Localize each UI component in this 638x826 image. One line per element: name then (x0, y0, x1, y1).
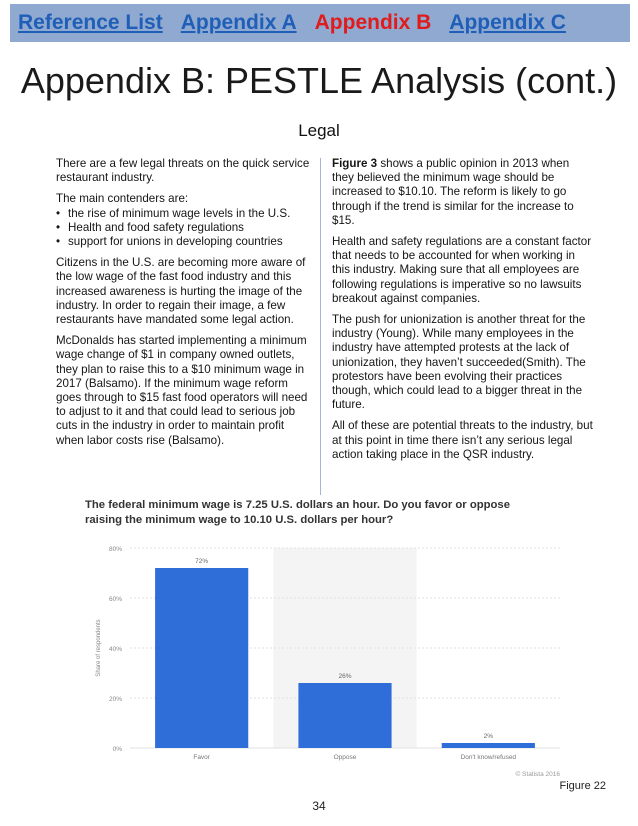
chart-data-label: 26% (338, 673, 352, 680)
chart-y-axis-label: Share of respondents (96, 619, 102, 677)
chart-x-tick-label: Favor (193, 754, 210, 761)
awareness-paragraph: Citizens in the U.S. are becoming more aware of the low wage of the fast food industry and this increased awareness is hurting the image of the industry. In order to regain their image, a few restaurants have mandated some legal action. (56, 256, 306, 327)
figure-reference-paragraph (332, 157, 594, 228)
figure-reference: Figure 3 (332, 157, 378, 170)
section-heading: Legal (298, 121, 340, 140)
minimum-wage-chart (85, 498, 625, 793)
chart-data-label: 72% (195, 558, 209, 565)
chart-title: The federal minimum wage is 7.25 U.S. dollars an hour. Do you favor or oppose raising the minimum wage to 10.10 U.S. dollars per hour? (85, 499, 510, 526)
column-divider (320, 158, 321, 495)
figure-reference-text: shows a public opinion in 2013 when they believed the minimum wage should be increased to $10.10. The reform is likely to go through if the trend is similar for the increase to $15. (332, 157, 574, 227)
nav-link-appendix-a[interactable]: Appendix A (180, 11, 297, 34)
chart-bar (155, 568, 248, 748)
page-title: Appendix B: PESTLE Analysis (cont.) (20, 60, 618, 101)
mcdonalds-paragraph: McDonalds has started implementing a minimum wage change of $1 in company owned outlets, they plan to raise this to a $10 minimum wage in 2017 (Balsamo). If the minimum wage reform goes through to $15 fast food operators will need to adjust to it and that could lead to serious job cuts in the industry in order to maintain profit when labor costs rise (Balsamo). (56, 334, 308, 447)
left-text-column (56, 157, 311, 455)
chart-canvas (85, 498, 625, 793)
appendix-navigation-bar (10, 4, 630, 42)
contenders-heading: The main contenders are: (56, 192, 189, 206)
chart-y-tick-label: 60% (108, 596, 122, 603)
right-text-column (332, 157, 594, 469)
nav-link-appendix-b[interactable]: Appendix B (314, 11, 432, 34)
chart-bar (298, 683, 391, 748)
chart-x-tick-label: Don't know/refused (460, 754, 517, 761)
page-number: 34 (312, 799, 326, 813)
conclusion-paragraph: All of these are potential threats to the industry, but at this point in time there isn’t any serious legal action taking place in the QSR industry. (332, 419, 593, 461)
chart-x-tick-label: Oppose (333, 754, 357, 761)
chart-bar (442, 743, 535, 748)
contenders-list (56, 207, 311, 250)
list-item: • support for unions in developing countries (56, 235, 311, 249)
chart-source: © Statista 2016 (515, 771, 560, 778)
nav-link-appendix-c[interactable]: Appendix C (449, 11, 566, 34)
chart-y-tick-label: 0% (112, 746, 122, 753)
figure-label: Figure 22 (559, 780, 606, 792)
list-item: • Health and food safety regulations (56, 221, 311, 235)
unionization-paragraph: The push for unionization is another threat for the industry (Young). While many employees in the industry have attempted protests at the lack of unionization, they haven’t succeeded(Smith). The protestors have been evolving their practices though, which could lead to a bigger threat in the future. (332, 313, 586, 412)
chart-data-label: 2% (483, 733, 494, 740)
chart-y-tick-label: 80% (108, 546, 122, 553)
safety-paragraph: Health and safety regulations are a constant factor that needs to be accounted for when working in this industry. Making sure that all employees are following regulations is imperative so no lawsuits breakout against companies. (332, 235, 592, 305)
chart-y-tick-label: 40% (108, 646, 122, 653)
nav-link-reference-list[interactable]: Reference List (18, 11, 163, 34)
intro-paragraph: There are a few legal threats on the quick service restaurant industry. (56, 157, 310, 185)
chart-y-tick-label: 20% (108, 696, 122, 703)
list-item: • the rise of minimum wage levels in the U.S. (56, 207, 311, 221)
